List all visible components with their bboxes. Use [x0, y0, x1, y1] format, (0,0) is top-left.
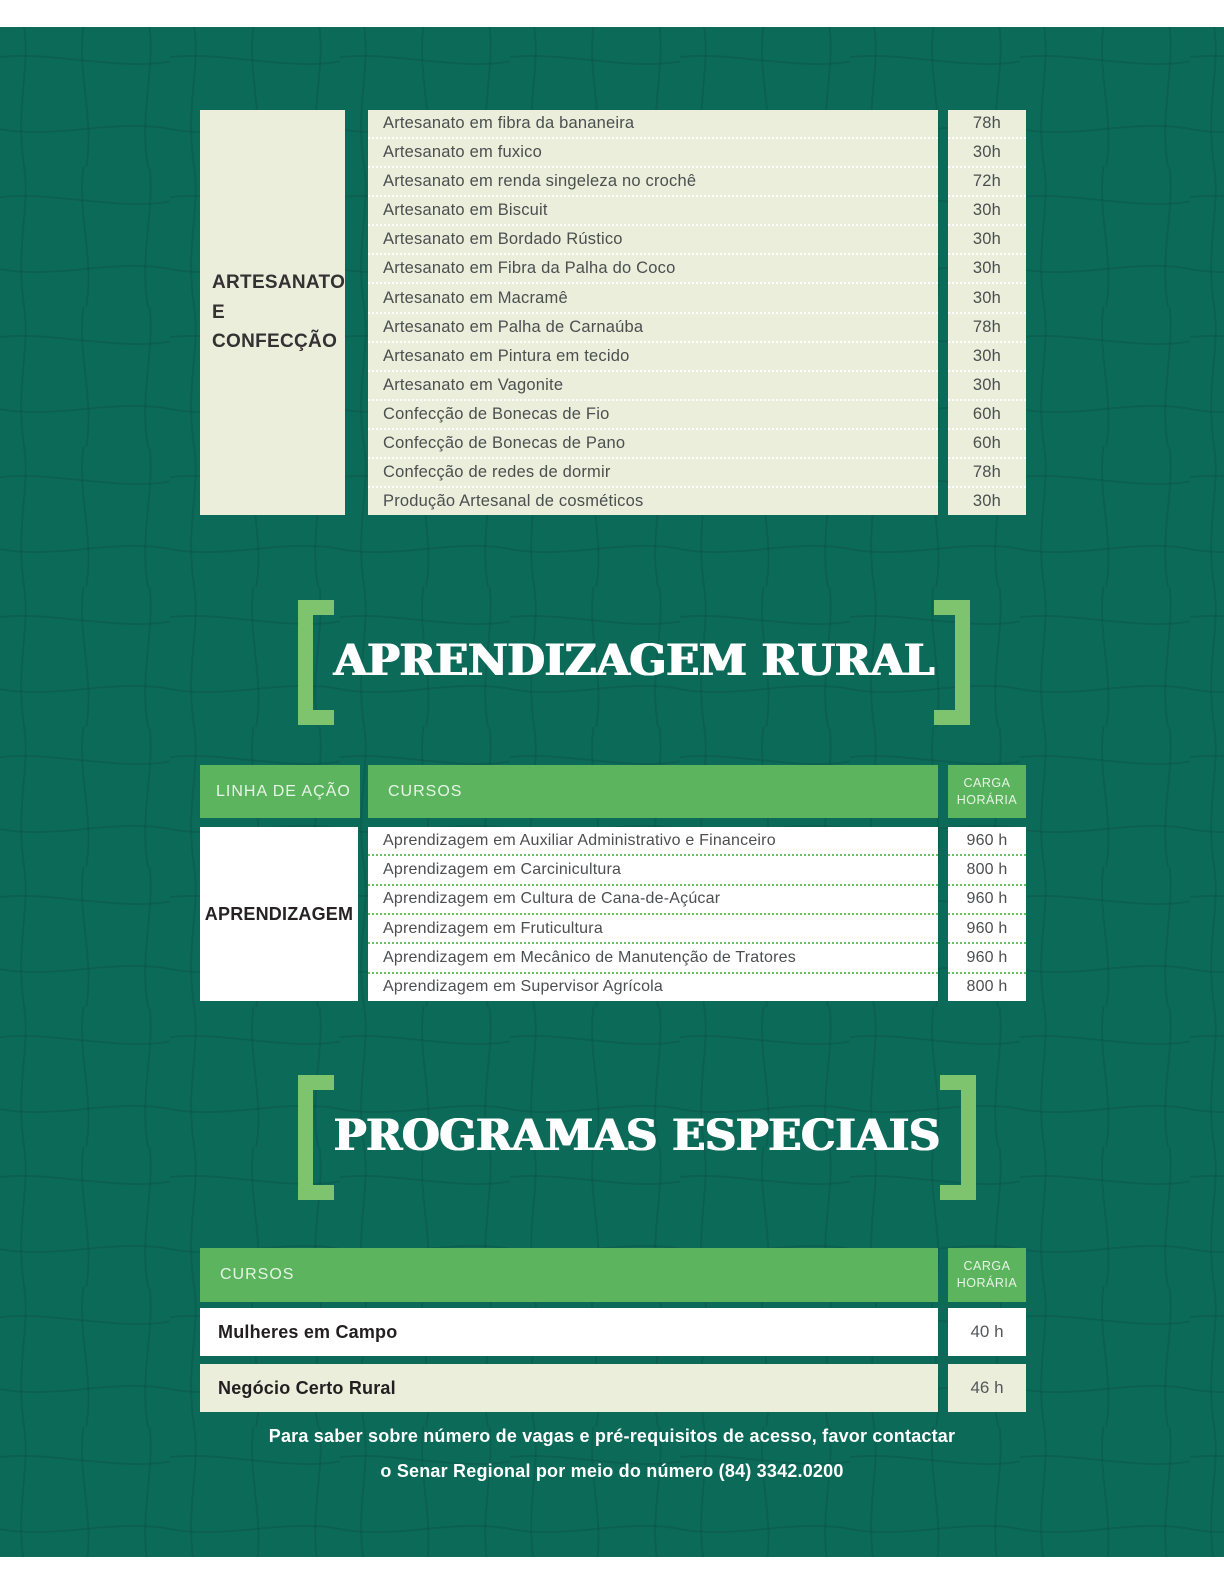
course-row: Artesanato em fibra da bananeira	[368, 110, 938, 139]
section-title-programas-especiais	[298, 1075, 941, 1200]
course-row: Artesanato em Biscuit	[368, 197, 938, 226]
hours-cell: 800 h	[948, 856, 1026, 885]
course-row: Artesanato em Bordado Rústico	[368, 226, 938, 255]
hours-cell: 30h	[948, 197, 1026, 226]
course-row: Artesanato em Pintura em tecido	[368, 343, 938, 372]
course-row: Confecção de Bonecas de Pano	[368, 430, 938, 459]
aprendizagem-table-body	[200, 827, 1026, 1001]
footer-line-1: Para saber sobre número de vagas e pré-requisitos de acesso, favor contactar	[268, 1426, 956, 1446]
hours-cell: 60h	[948, 401, 1026, 430]
aprendizagem-hours-column	[948, 827, 1026, 1001]
course-row: Artesanato em Palha de Carnaúba	[368, 314, 938, 343]
course-row: Aprendizagem em Fruticultura	[368, 915, 938, 944]
course-row: Confecção de redes de dormir	[368, 459, 938, 488]
section-title-aprendizagem-rural	[298, 600, 935, 725]
footer-line-2: o Senar Regional por meio do número (84) 3342.0200	[380, 1461, 844, 1481]
hours-cell: 30h	[948, 139, 1026, 168]
course-row: Aprendizagem em Auxiliar Administrativo e Financeiro	[368, 827, 938, 856]
hours-cell: 60h	[948, 430, 1026, 459]
course-row: Aprendizagem em Carcinicultura	[368, 856, 938, 885]
course-row: Artesanato em fuxico	[368, 139, 938, 168]
hours-cell: 960 h	[948, 915, 1026, 944]
course-row: Confecção de Bonecas de Fio	[368, 401, 938, 430]
hours-cell: 78h	[948, 459, 1026, 488]
right-bracket-icon	[934, 600, 970, 725]
aprendizagem-table-header	[200, 765, 1026, 818]
hours-cell: 30h	[948, 226, 1026, 255]
artesanato-hours-column	[948, 110, 1026, 515]
course-row: Produção Artesanal de cosméticos	[383, 492, 644, 511]
programas-row-negocio-certo-rural	[200, 1364, 1026, 1412]
course-row: Aprendizagem em Mecânico de Manutenção de Tratores	[368, 944, 938, 973]
hours-cell: 72h	[948, 168, 1026, 197]
hours-cell: 960 h	[948, 827, 1026, 856]
course-name: Negócio Certo Rural	[200, 1364, 938, 1412]
artesanato-table	[200, 110, 1026, 515]
left-bracket-icon	[298, 1075, 334, 1200]
artesanato-courses-column	[368, 110, 938, 515]
header-carga-horaria: CARGA HORÁRIA	[948, 765, 1026, 818]
hours-cell: 30h	[948, 255, 1026, 284]
aprendizagem-courses-column	[368, 827, 938, 1001]
hours-cell: 30h	[948, 284, 1026, 313]
course-name: Mulheres em Campo	[200, 1308, 938, 1356]
course-hours: 40 h	[948, 1308, 1026, 1356]
hours-cell: 960 h	[948, 886, 1026, 915]
header-linha-de-acao: LINHA DE AÇÃO	[200, 765, 360, 818]
course-hours: 46 h	[948, 1364, 1026, 1412]
programas-row-mulheres-em-campo	[200, 1308, 1026, 1356]
category-cell-artesanato	[200, 110, 345, 515]
header-cursos: CURSOS	[200, 1248, 938, 1302]
section-title-text: APRENDIZAGEM RURAL	[334, 635, 935, 686]
hours-cell: 800 h	[966, 978, 1008, 996]
programas-table-header	[200, 1248, 1026, 1302]
course-row: Aprendizagem em Cultura de Cana-de-Açúcar	[368, 886, 938, 915]
hours-cell: 30h	[948, 372, 1026, 401]
header-carga-horaria: CARGA HORÁRIA	[948, 1248, 1026, 1302]
hours-cell: 960 h	[948, 944, 1026, 973]
left-bracket-icon	[298, 600, 334, 725]
course-row: Aprendizagem em Supervisor Agrícola	[383, 978, 664, 996]
hours-cell: 30h	[972, 492, 1002, 511]
header-cursos: CURSOS	[368, 765, 938, 818]
category-label: APRENDIZAGEM	[204, 903, 354, 924]
section-title-text: PROGRAMAS ESPECIAIS	[334, 1110, 941, 1161]
right-bracket-icon	[940, 1075, 976, 1200]
teal-background-panel	[0, 27, 1224, 1557]
course-row: Artesanato em Vagonite	[368, 372, 938, 401]
category-label: ARTESANATO E CONFECÇÃO	[212, 272, 346, 353]
category-cell-aprendizagem	[200, 827, 358, 1001]
course-row: Artesanato em Macramê	[368, 284, 938, 313]
course-row: Artesanato em renda singeleza no crochê	[368, 168, 938, 197]
footer-contact-note	[0, 1419, 1224, 1489]
hours-cell: 78h	[948, 110, 1026, 139]
course-row: Artesanato em Fibra da Palha do Coco	[368, 255, 938, 284]
hours-cell: 30h	[948, 343, 1026, 372]
hours-cell: 78h	[948, 314, 1026, 343]
